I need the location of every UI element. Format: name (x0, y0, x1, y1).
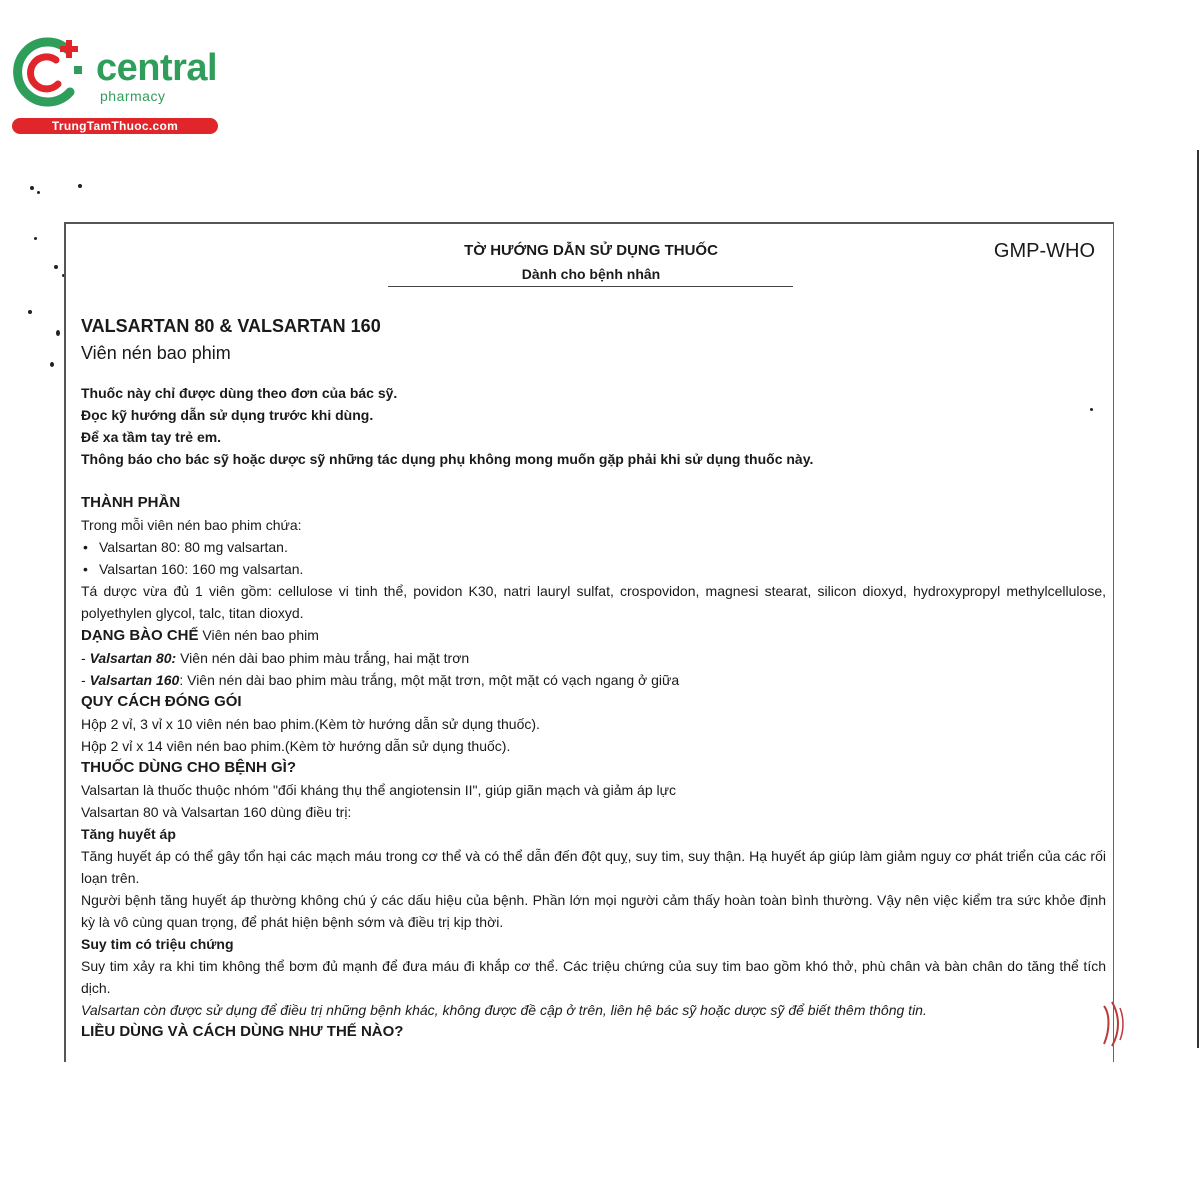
composition-item: • Valsartan 80: 80 mg valsartan. (81, 536, 1106, 558)
scan-speck (78, 184, 82, 188)
v80-text: Viên nén dài bao phim màu trắng, hai mặt trơn (180, 650, 470, 666)
leaflet-title: TỜ HƯỚNG DẪN SỬ DỤNG THUỐC (464, 242, 718, 259)
gmp-who-label: GMP-WHO (993, 240, 1095, 262)
other-uses-note: Valsartan còn được sử dụng để điều trị những bệnh khác, không được đề cập ở trên, liên hệ bác sỹ hoặc dược sỹ để biết thêm thông tin. (81, 1002, 927, 1018)
v160-label: Valsartan 160 (89, 672, 180, 688)
packaging-line: Hộp 2 vỉ x 14 viên nén bao phim.(Kèm tờ hướng dẫn sử dụng thuốc). (81, 738, 511, 754)
header-divider (388, 286, 793, 287)
page-edge-line (1197, 150, 1199, 1048)
subheading-heart-failure: Suy tim có triệu chứng (81, 936, 234, 952)
subheading-hypertension: Tăng huyết áp (81, 826, 176, 842)
scan-speck (37, 191, 40, 194)
section-heading-packaging: QUY CÁCH ĐÓNG GÓI (81, 693, 242, 710)
leaflet-document (64, 222, 1114, 1062)
product-name: VALSARTAN 80 & VALSARTAN 160 (81, 316, 381, 336)
leaflet-body (81, 314, 1106, 1043)
scan-speck (54, 265, 58, 269)
product-dosage-form: Viên nén bao phim (81, 343, 231, 363)
leaflet-subtitle: Dành cho bệnh nhân (521, 266, 661, 282)
central-pharmacy-logo (10, 36, 220, 136)
warning-line: Đọc kỹ hướng dẫn sử dụng trước khi dùng. (81, 407, 374, 423)
section-heading-indications: THUỐC DÙNG CHO BỆNH GÌ? (81, 759, 296, 776)
warning-line: Thuốc này chỉ được dùng theo đơn của bác sỹ. (81, 385, 398, 401)
composition-intro: Trong mỗi viên nén bao phim chứa: (81, 517, 302, 533)
scan-speck (30, 186, 34, 190)
logo-brand: central (96, 47, 218, 89)
scan-speck (28, 310, 32, 314)
logo-url-banner: TrungTamThuoc.com (12, 118, 218, 134)
indications-intro: Valsartan là thuốc thuộc nhóm "đối kháng thụ thể angiotensin II", giúp giãn mạch và giảm áp lực (81, 782, 676, 798)
section-heading-dosage-form: DẠNG BÀO CHẾ (81, 627, 199, 644)
composition-item: • Valsartan 160: 160 mg valsartan. (81, 558, 1106, 580)
packaging-line: Hộp 2 vỉ, 3 vỉ x 10 viên nén bao phim.(Kèm tờ hướng dẫn sử dụng thuốc). (81, 716, 540, 732)
section-heading-usage: LIỀU DÙNG VÀ CÁCH DÙNG NHƯ THẾ NÀO? (81, 1023, 404, 1040)
section-heading-composition: THÀNH PHẦN (81, 494, 181, 511)
v80-label: Valsartan 80: (89, 650, 177, 666)
hypertension-paragraph: Tăng huyết áp có thể gây tổn hại các mạch máu trong cơ thể và có thể dẫn đến đột quỵ, suy tim, suy thận. Hạ huyết áp giúp làm giảm nguy cơ phát triển của các rối loạn trên. (81, 848, 1106, 886)
v160-text: : Viên nén dài bao phim màu trắng, một mặt trơn, một mặt có vạch ngang ở giữa (179, 672, 680, 688)
logo-tagline: pharmacy (100, 88, 166, 104)
dosage-form-v80: - Valsartan 80: Viên nén dài bao phim màu trắng, hai mặt trơn (81, 650, 470, 666)
warnings-block (81, 382, 1106, 470)
composition-excipients: Tá dược vừa đủ 1 viên gồm: cellulose vi tinh thể, povidon K30, natri lauryl sulfat, crospovidon, magnesi stearat, silicon dioxyd, hydroxypropyl methylcellulose, polyethylen glycol, talc, titan dioxyd. (81, 583, 1106, 621)
dosage-form-line (81, 624, 1106, 647)
heart-failure-paragraph: Suy tim xảy ra khi tim không thể bơm đủ mạnh để đưa máu đi khắp cơ thể. Các triệu chứng của suy tim bao gồm khó thở, phù chân và bàn chân do tăng thể tích dịch. (81, 958, 1106, 996)
dosage-form-value: Viên nén bao phim (202, 627, 319, 643)
indications-intro: Valsartan 80 và Valsartan 160 dùng điều trị: (81, 804, 352, 820)
pharmacy-logo-icon (10, 36, 90, 108)
dosage-form-v160: - Valsartan 160: Viên nén dài bao phim màu trắng, một mặt trơn, một mặt có vạch ngang ở giữa (81, 672, 680, 688)
scan-speck (34, 237, 37, 240)
scan-speck (50, 362, 54, 367)
scan-speck (56, 330, 60, 336)
hypertension-paragraph: Người bệnh tăng huyết áp thường không chú ý các dấu hiệu của bệnh. Phần lớn mọi người cảm thấy hoàn toàn bình thường. Vậy nên việc kiểm tra sức khỏe định kỳ là vô cùng quan trọng, để phát hiện bệnh sớm và điều trị kịp thời. (81, 892, 1106, 930)
warning-line: Để xa tầm tay trẻ em. (81, 429, 222, 445)
warning-line: Thông báo cho bác sỹ hoặc dược sỹ những tác dụng phụ không mong muốn gặp phải khi sử dụng thuốc này. (81, 451, 814, 467)
